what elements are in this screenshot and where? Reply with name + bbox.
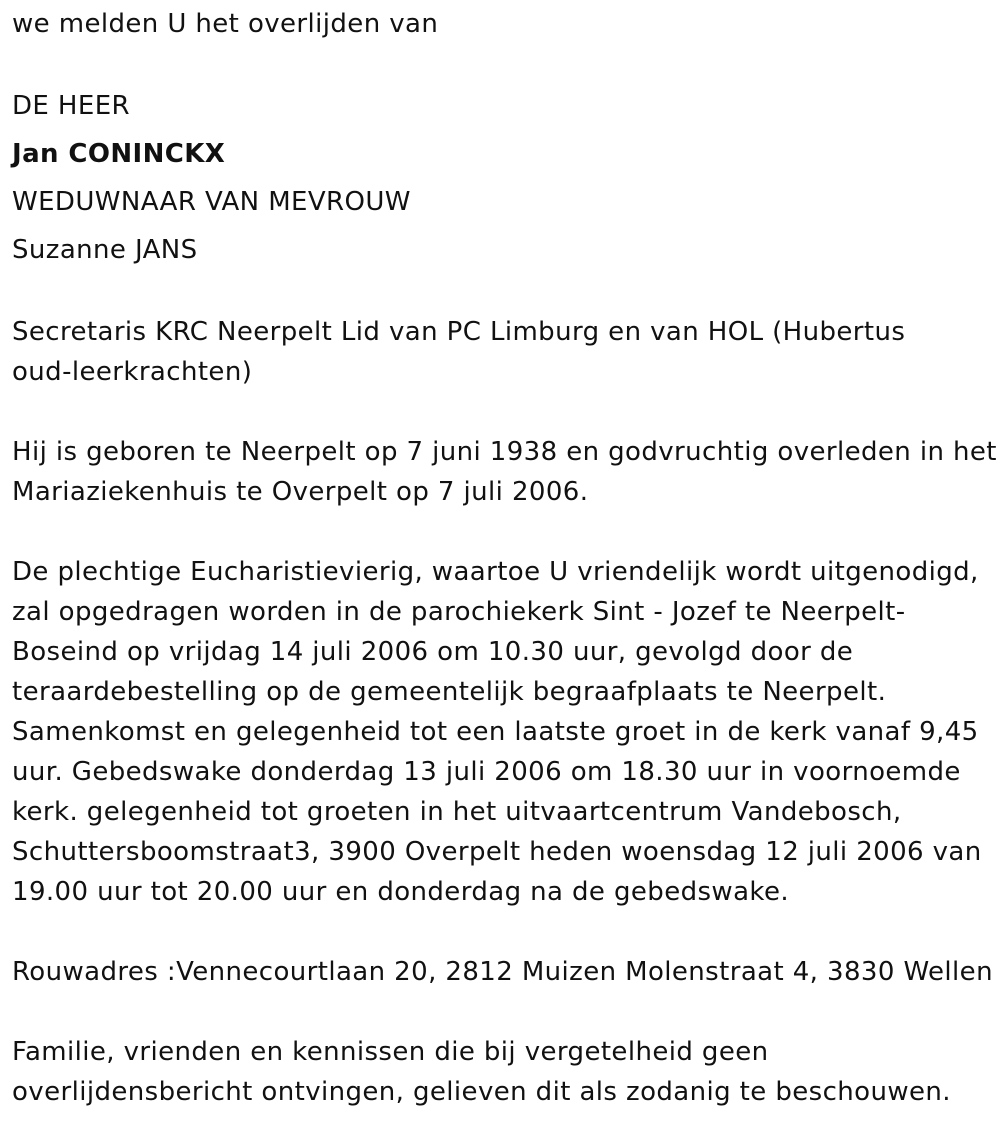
paragraph-line: overlijdensbericht ontvingen, gelieven dit als zodanig te beschouwen. <box>12 1077 951 1107</box>
mourning-address: Rouwadres :Vennecourtlaan 20, 2812 Muizen Molenstraat 4, 3830 Wellen <box>12 957 993 987</box>
paragraph-line: oud-leerkrachten) <box>12 357 253 387</box>
spacer <box>12 912 992 952</box>
paragraph-line: Samenkomst en gelegenheid tot een laatste groet in de kerk vanaf 9,45 <box>12 717 979 747</box>
paragraph-line: kerk. gelegenheid tot groeten in het uitvaartcentrum Vandebosch, <box>12 797 902 827</box>
honorific-title: DE HEER <box>12 91 130 121</box>
family-note-paragraph <box>12 1032 992 1112</box>
deceased-name: Jan CONINCKX <box>12 139 226 169</box>
paragraph-line: Secretaris KRC Neerpelt Lid van PC Limburg en van HOL (Hubertus <box>12 317 906 347</box>
paragraph-line: Boseind op vrijdag 14 juli 2006 om 10.30 uur, gevolgd door de <box>12 637 854 667</box>
spacer <box>12 992 992 1032</box>
paragraph-line: 19.00 uur tot 20.00 uur en donderdag na de gebedswake. <box>12 877 790 907</box>
spacer <box>12 512 992 552</box>
paragraph-line: Familie, vrienden en kennissen die bij vergetelheid geen <box>12 1037 769 1067</box>
spacer <box>12 44 992 82</box>
paragraph-line: uur. Gebedswake donderdag 13 juli 2006 om 18.30 uur in voornoemde <box>12 757 961 787</box>
spacer <box>12 392 992 432</box>
spouse-name: Suzanne JANS <box>12 235 198 265</box>
paragraph-line: De plechtige Eucharistievierig, waartoe U vriendelijk wordt uitgenodigd, <box>12 557 979 587</box>
intro-text: we melden U het overlijden van <box>12 9 439 39</box>
paragraph-line: zal opgedragen worden in de parochiekerk Sint - Jozef te Neerpelt- <box>12 597 906 627</box>
paragraph-line: teraardebestelling op de gemeentelijk begraafplaats te Neerpelt. <box>12 677 887 707</box>
paragraph-line: Hij is geboren te Neerpelt op 7 juni 1938 en godvruchtig overleden in het <box>12 437 997 467</box>
paragraph-line: Schuttersboomstraat3, 3900 Overpelt heden woensdag 12 juli 2006 van <box>12 837 982 867</box>
paragraph-line: Mariaziekenhuis te Overpelt op 7 juli 2006. <box>12 477 589 507</box>
obituary-document <box>12 4 997 1112</box>
spacer <box>12 274 992 312</box>
memberships-paragraph <box>12 312 992 392</box>
birth-death-paragraph <box>12 432 997 512</box>
ceremony-paragraph <box>12 552 992 912</box>
relation-label: WEDUWNAAR VAN MEVROUW <box>12 187 411 217</box>
